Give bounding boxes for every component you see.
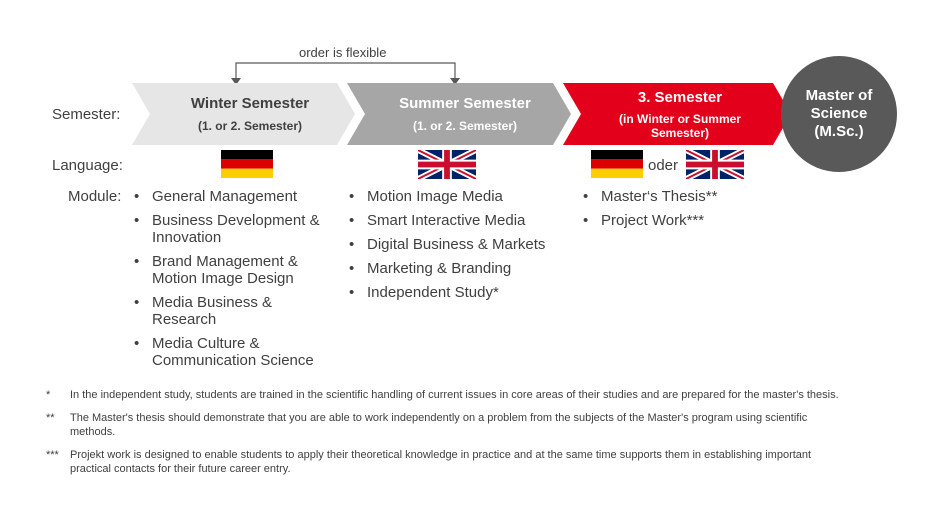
- footnote-masters-thesis: [46, 411, 846, 439]
- footnote-text: In the independent study, students are trained in the scientific handling of current issues in core areas of their studies and are prepared for the master's thesis.: [70, 389, 839, 401]
- list-item: • General Management: [134, 188, 334, 205]
- footnote-mark: ***: [46, 449, 59, 461]
- list-item: • Business Development & Innovation: [134, 212, 334, 246]
- german-flag-icon: [591, 150, 643, 178]
- module-row-label: Module:: [68, 188, 122, 205]
- list-item: • Media Business & Research: [134, 294, 334, 328]
- footnote-project-work: [46, 448, 846, 476]
- list-item: • Project Work***: [583, 212, 783, 229]
- winter-module-list: [134, 188, 334, 376]
- winter-semester-title: Winter Semester: [190, 95, 310, 112]
- language-row-label: Language:: [52, 157, 123, 174]
- list-item: • Marketing & Branding: [349, 260, 564, 277]
- footnote-mark: **: [46, 412, 55, 424]
- third-semester-subtitle: (in Winter or Summer Semester): [619, 112, 741, 140]
- third-semester-title: 3. Semester: [637, 89, 723, 106]
- flexible-order-label: order is flexible: [299, 45, 387, 60]
- language-or-connector: oder: [648, 157, 679, 174]
- semester-row-label: Semester:: [52, 106, 121, 123]
- footnote-text: Projekt work is designed to enable students to apply their theoretical knowledge in practice and at the same time supports them in establishing important practical contacts for their future career entry.: [70, 449, 812, 475]
- german-flag-icon: [221, 150, 273, 178]
- footnote-independent-study: [46, 388, 846, 402]
- uk-flag-icon: [686, 150, 744, 179]
- list-item: • Media Culture & Communication Science: [134, 335, 334, 369]
- footnotes: [46, 388, 846, 485]
- summer-semester-subtitle: (1. or 2. Semester): [412, 119, 518, 133]
- list-item: • Master‘s Thesis**: [583, 188, 783, 205]
- master-of-science-label: Master of Science (M.Sc.): [805, 87, 873, 140]
- footnote-text: The Master's thesis should demonstrate that you are able to work independently on a problem from the subjects of the Master's program using scientific methods.: [70, 412, 808, 438]
- list-item: • Digital Business & Markets: [349, 236, 564, 253]
- winter-semester-subtitle: (1. or 2. Semester): [197, 119, 303, 133]
- list-item: • Smart Interactive Media: [349, 212, 564, 229]
- third-semester-module-list: [583, 188, 783, 236]
- winter-semester-text: [150, 95, 350, 133]
- footnote-mark: *: [46, 389, 51, 401]
- list-item: • Motion Image Media: [349, 188, 564, 205]
- list-item: • Brand Management & Motion Image Design: [134, 253, 334, 287]
- flexible-order-bracket: [236, 63, 455, 80]
- summer-module-list: [349, 188, 564, 308]
- summer-semester-title: Summer Semester: [399, 95, 531, 112]
- summer-semester-text: [365, 95, 565, 133]
- list-item: • Independent Study*: [349, 284, 564, 301]
- uk-flag-icon: [418, 150, 476, 179]
- third-semester-text: [600, 89, 760, 140]
